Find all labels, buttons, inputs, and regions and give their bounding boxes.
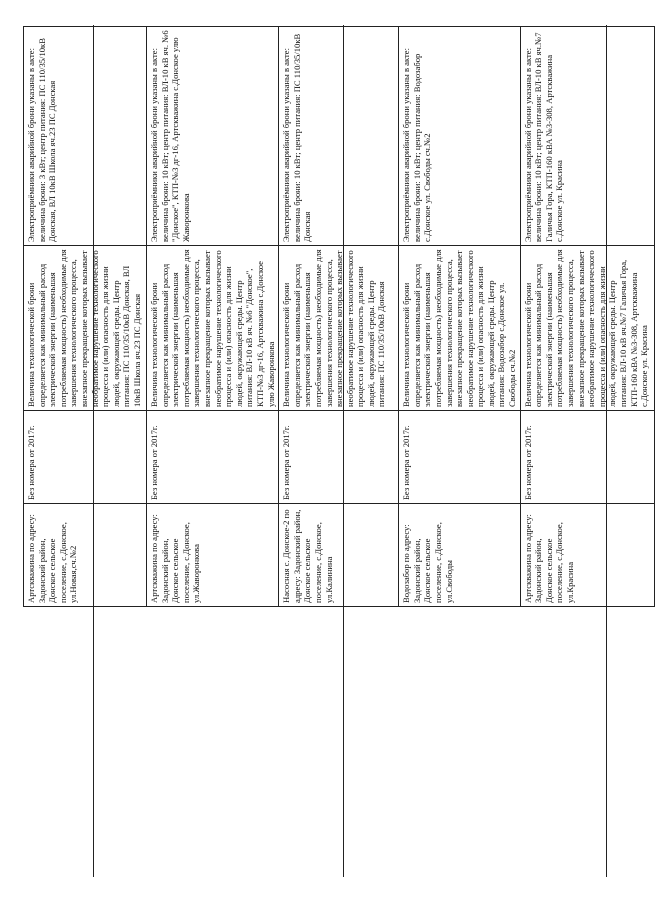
table-row: [147, 27, 279, 607]
technological-reserve-cell: Величина технологической брони определяется как минимальный расход электрической энергии (наименьшая потребляемая мощность) необходимые для завершения технологического процесса, внезапное прекращение которых вызывает необратимое нарушение технологического процесса и (или) опасность для жизни людей, окружающей среды. Центр питания: ПС 110/35/10кВ Донская, ВЛ 10кВ Школа яч.23 ПС Донская: [24, 246, 147, 411]
number-cell: Без номера от 2017г.: [147, 411, 279, 504]
table-row: [520, 27, 654, 607]
technological-reserve-cell: Величина технологической брони определяется как минимальный расход электрической энергии (наименьшая потребляемая мощность) необходимые для завершения технологического процесса, внезапное прекращение которых вызывает необратимое нарушение технологического процесса и (или) опасность для жизни людей, окружающей среды. Центр питания: ВЛ-10 кВ яч.№7 Галичья Гора, КТП-160 кВА №3-308, Артскважина с.Донское ул. Красина: [520, 246, 654, 411]
technological-reserve-cell: Величина технологической брони определяется как минимальный расход электрической энергии (наименьшая потребляемая мощность) необходимые для завершения технологического процесса, внезапное прекращение которых вызывает необратимое нарушение технологического процесса и (или) опасность для жизни людей, окружающей среды. Центр питания: ПС 110/35/10кВ Донская: [279, 246, 399, 411]
rotated-table-area: [23, 27, 650, 877]
object-cell: Артскважина по адресу: Задонский район, Донское сельское поселение, с.Донское, ул.Новая,сч.№2: [24, 504, 147, 607]
table-row: [279, 27, 399, 607]
number-cell: Без номера от 2017г.: [520, 411, 654, 504]
emergency-reserve-cell: Электроприёмники аварийной брони указаны в акте: величина брони: 10 кВт; центр питания: ВЛ-10 кВ яч. №6 "Донское", КТП-№3 дг-16, Артскважина с.Донское улю Жаворонкова: [147, 27, 279, 246]
emergency-reserve-cell: Электроприёмники аварийной брони указаны в акте: величина брони: 10 кВт; центр питания: ВЛ-10 кВ яч.№7 Галичья Гора, КТП-160 кВА №3-308, Артскважина с.Донское ул. Красина: [520, 27, 654, 246]
object-cell: Артскважина по адресу: Задонский район, Донское сельское поселение, с.Донское, ул.Красина: [520, 504, 654, 607]
number-cell: Без номера от 2017г.: [24, 411, 147, 504]
table-row: [399, 27, 521, 607]
object-cell: Насосная с. Донское-2 по адресу: Задонский район, Донское сельское поселение, с.Донское, ул.Калинина: [279, 504, 399, 607]
reserve-table: [23, 26, 655, 607]
object-cell: Водозабор по адресу: Задонский район, Донское сельское поселение, с.Донское, ул.Свободы: [399, 504, 521, 607]
emergency-reserve-cell: Электроприёмники аварийной брони указаны в акте: величина брони: 10 кВт; центр питания: ПС 110/35/10кВ Донская: [279, 27, 399, 246]
number-cell: Без номера от 2017г.: [399, 411, 521, 504]
number-cell: Без номера от 2017г.: [279, 411, 399, 504]
emergency-reserve-cell: Электроприёмники аварийной брони указаны в акте: величина брони: 10 кВт; центр питания: Водозабор с.Донское ул. Свободы сч.№2: [399, 27, 521, 246]
object-cell: Артскважина по адресу: Задонский район, Донское сельское поселение, с.Донское, ул.Жаворонкова: [147, 504, 279, 607]
table-row: [24, 27, 147, 607]
technological-reserve-cell: Величина технологической брони определяется как минимальный расход электрической энергии (наименьшая потребляемая мощность) необходимые для завершения технологического процесса, внезапное прекращение которых вызывает необратимое нарушение технологического процесса и (или) опасность для жизни людей, окружающей среды. Центр питания: Водозабор с.Донское ул. Свободы сч.№2: [399, 246, 521, 411]
technological-reserve-cell: Величина технологической брони определяется как минимальный расход электрической энергии (наименьшая потребляемая мощность) необходимые для завершения технологического процесса, внезапное прекращение которых вызывает необратимое нарушение технологического процесса и (или) опасность для жизни людей, окружающей среды. Центр питания: ВЛ-10 кВ яч. №6 "Донское", КТП-№3 дг-16, Артскважина с.Донское улю Жаворонкова: [147, 246, 279, 411]
emergency-reserve-cell: Электроприёмники аварийной брони указаны в акте: величина брони: 3 кВт; центр питания: ПС 110/35/10кВ Донская, ВЛ 10кВ Школа яч.23 ПС Донская: [24, 27, 147, 246]
